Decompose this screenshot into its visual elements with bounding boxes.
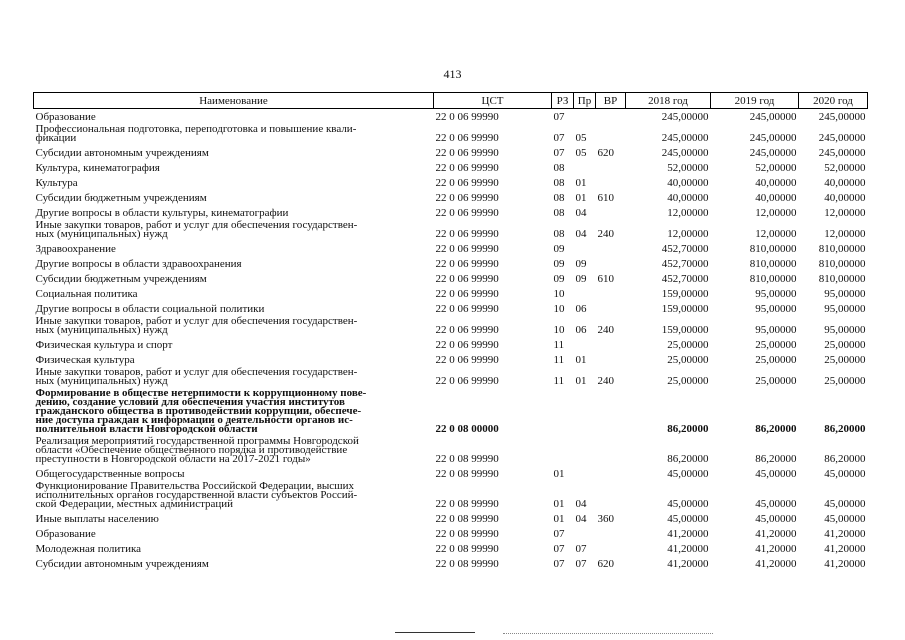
row-vr [596, 541, 626, 556]
row-2018: 52,00000 [667, 161, 709, 174]
header-2018: 2018 год [626, 93, 711, 109]
table-row [34, 190, 868, 205]
row-rz: 10 [553, 323, 565, 336]
row-2019: 810,00000 [749, 242, 797, 255]
row-pr [574, 337, 596, 352]
row-2019: 45,00000 [755, 512, 797, 525]
row-2018: 25,00000 [667, 338, 709, 351]
row-rz [552, 388, 574, 436]
row-pr: 07 [575, 557, 587, 570]
row-name [34, 388, 434, 436]
row-name-line: Здравоохранение [35, 242, 116, 255]
row-pr [574, 241, 596, 256]
row-vr [596, 175, 626, 190]
row-cst: 22 0 06 99990 [435, 227, 499, 240]
row-rz: 01 [553, 512, 565, 525]
row-name [34, 256, 434, 271]
row-2019: 25,00000 [755, 374, 797, 387]
footer-dotted-rule [503, 633, 713, 634]
row-name [34, 301, 434, 316]
row-name-line: Субсидии бюджетным учреждениям [35, 272, 207, 285]
row-2020: 95,00000 [824, 287, 866, 300]
row-vr [596, 160, 626, 175]
row-rz: 07 [553, 542, 565, 555]
row-name [34, 109, 434, 124]
row-name-line: Другие вопросы в области культуры, кинематографии [35, 206, 289, 219]
row-2020: 45,00000 [824, 497, 866, 510]
row-name [34, 316, 434, 337]
budget-table [33, 92, 868, 571]
row-name-line: Культура [35, 176, 78, 189]
row-cst: 22 0 06 99990 [435, 110, 499, 123]
row-2020: 95,00000 [824, 302, 866, 315]
row-2019: 245,00000 [749, 110, 797, 123]
header-cst: ЦСТ [434, 93, 552, 109]
table-row [34, 526, 868, 541]
row-cst: 22 0 06 99990 [435, 146, 499, 159]
row-2019: 40,00000 [755, 191, 797, 204]
row-2020: 245,00000 [818, 146, 866, 159]
row-name-line: Образование [35, 527, 96, 540]
table-row [34, 481, 868, 511]
row-name-line: Функционирование Правительства Российской Федерации, высших [35, 479, 355, 492]
row-pr [574, 160, 596, 175]
row-pr: 04 [575, 497, 587, 510]
row-pr: 01 [575, 374, 587, 387]
row-2018: 45,00000 [667, 497, 709, 510]
row-2019: 40,00000 [755, 176, 797, 189]
row-vr [596, 337, 626, 352]
row-name [34, 286, 434, 301]
row-rz: 08 [553, 206, 565, 219]
table-row [34, 109, 868, 124]
row-rz [552, 436, 574, 466]
row-2019: 95,00000 [755, 302, 797, 315]
row-name [34, 352, 434, 367]
row-cst: 22 0 08 99990 [435, 542, 499, 555]
row-2018: 41,20000 [667, 542, 709, 555]
row-2019: 45,00000 [755, 497, 797, 510]
row-pr [574, 286, 596, 301]
row-2019: 245,00000 [749, 146, 797, 159]
table-row [34, 241, 868, 256]
row-vr [596, 481, 626, 511]
row-cst: 22 0 06 99990 [435, 287, 499, 300]
row-2018: 86,20000 [667, 452, 709, 465]
row-2019: 95,00000 [755, 287, 797, 300]
row-cst: 22 0 06 99990 [435, 242, 499, 255]
row-2018: 245,00000 [661, 110, 709, 123]
row-name-line: Общегосударственные вопросы [35, 467, 185, 480]
row-rz: 08 [553, 176, 565, 189]
row-cst: 22 0 06 99990 [435, 161, 499, 174]
row-vr [596, 436, 626, 466]
row-vr: 610 [597, 272, 614, 285]
row-rz: 07 [553, 110, 565, 123]
row-rz: 10 [553, 287, 565, 300]
row-pr: 01 [575, 176, 587, 189]
row-rz: 11 [553, 353, 565, 366]
row-name [34, 175, 434, 190]
row-pr: 04 [575, 227, 587, 240]
row-2018: 159,00000 [661, 323, 709, 336]
header-name: Наименование [34, 93, 434, 109]
row-rz: 09 [553, 257, 565, 270]
row-2018: 452,70000 [661, 272, 709, 285]
row-vr [596, 286, 626, 301]
page-number: 413 [443, 67, 462, 81]
row-2020: 86,20000 [824, 422, 866, 435]
row-cst: 22 0 06 99990 [435, 131, 499, 144]
row-2019: 245,00000 [749, 131, 797, 144]
row-name [34, 526, 434, 541]
row-name-line: исполнительных органов государственной власти субъектов Россий- [35, 488, 358, 501]
table-row [34, 511, 868, 526]
row-name [34, 556, 434, 571]
row-pr: 06 [575, 302, 587, 315]
row-name [34, 466, 434, 481]
table-row [34, 124, 868, 145]
row-2020: 12,00000 [824, 227, 866, 240]
row-name [34, 220, 434, 241]
row-rz: 09 [553, 242, 565, 255]
row-pr: 05 [575, 146, 587, 159]
row-2018: 12,00000 [667, 206, 709, 219]
row-cst: 22 0 06 99990 [435, 338, 499, 351]
row-rz: 07 [553, 146, 565, 159]
row-rz: 11 [553, 338, 565, 351]
row-name-line: Другие вопросы в области здравоохранения [35, 257, 242, 270]
row-2018: 25,00000 [667, 374, 709, 387]
row-rz: 08 [553, 227, 565, 240]
row-vr: 240 [597, 374, 614, 387]
row-vr: 610 [597, 191, 614, 204]
row-vr: 620 [597, 146, 614, 159]
row-name-line: Реализация мероприятий государственной программы Новгородской [35, 434, 359, 447]
row-2020: 245,00000 [818, 131, 866, 144]
row-cst: 22 0 08 99990 [435, 512, 499, 525]
header-vr: ВР [596, 93, 626, 109]
row-cst: 22 0 08 00000 [435, 422, 499, 435]
row-cst: 22 0 08 99990 [435, 557, 499, 570]
row-rz: 01 [553, 467, 565, 480]
row-name-line: Социальная политика [35, 287, 138, 300]
row-2018: 159,00000 [661, 302, 709, 315]
row-cst: 22 0 06 99990 [435, 206, 499, 219]
row-name-line: дению, создание условий для обеспечения участия институтов [35, 395, 345, 408]
row-name [34, 145, 434, 160]
row-vr: 240 [597, 323, 614, 336]
row-name [34, 541, 434, 556]
row-name-line: Иные выплаты населению [35, 512, 159, 525]
row-pr [574, 436, 596, 466]
table-row [34, 271, 868, 286]
row-name [34, 337, 434, 352]
row-rz: 08 [553, 161, 565, 174]
row-name-line: Иные закупки товаров, работ и услуг для обеспечения государствен- [35, 218, 358, 231]
row-2018: 40,00000 [667, 191, 709, 204]
row-name-line: области «Обеспечение общественного порядка и противодействие [35, 443, 348, 456]
row-cst: 22 0 06 99990 [435, 302, 499, 315]
row-name [34, 511, 434, 526]
row-vr [596, 109, 626, 124]
row-2020: 95,00000 [824, 323, 866, 336]
row-name-line: фикации [35, 131, 77, 144]
row-2019: 25,00000 [755, 338, 797, 351]
row-2019: 25,00000 [755, 353, 797, 366]
row-2018: 159,00000 [661, 287, 709, 300]
row-2019: 45,00000 [755, 467, 797, 480]
row-rz: 07 [553, 131, 565, 144]
row-name-line: ных (муниципальных) нужд [35, 227, 168, 240]
row-2020: 86,20000 [824, 452, 866, 465]
row-cst: 22 0 06 99990 [435, 272, 499, 285]
row-pr: 06 [575, 323, 587, 336]
row-2019: 86,20000 [755, 422, 797, 435]
row-name-line: гражданского общества в противодействии коррупции, обеспече- [35, 404, 362, 417]
row-vr [596, 241, 626, 256]
table-row [34, 556, 868, 571]
row-2020: 40,00000 [824, 176, 866, 189]
row-2020: 245,00000 [818, 110, 866, 123]
row-2019: 41,20000 [755, 557, 797, 570]
row-2018: 452,70000 [661, 242, 709, 255]
row-vr [596, 352, 626, 367]
row-vr [596, 256, 626, 271]
row-name-line: Физическая культура [35, 353, 135, 366]
row-vr [596, 124, 626, 145]
row-vr [596, 388, 626, 436]
row-name-line: Субсидии бюджетным учреждениям [35, 191, 207, 204]
row-name-line: ние доступа граждан к информации о деятельности органов ис- [35, 413, 353, 426]
row-2018: 25,00000 [667, 353, 709, 366]
row-name-line: Иные закупки товаров, работ и услуг для обеспечения государствен- [35, 314, 358, 327]
row-pr: 04 [575, 206, 587, 219]
row-2018: 245,00000 [661, 131, 709, 144]
row-pr: 05 [575, 131, 587, 144]
row-vr [596, 526, 626, 541]
row-cst: 22 0 08 99990 [435, 497, 499, 510]
table-row [34, 175, 868, 190]
table-row [34, 160, 868, 175]
table-row [34, 256, 868, 271]
table-row [34, 301, 868, 316]
row-name-line: преступности в Новгородской области на 2017-2021 годы» [35, 452, 311, 465]
table-row [34, 436, 868, 466]
row-rz: 01 [553, 497, 565, 510]
row-2019: 12,00000 [755, 206, 797, 219]
row-name [34, 367, 434, 388]
footer-rule [395, 632, 475, 633]
row-name-line: Субсидии автономным учреждениям [35, 557, 209, 570]
row-pr: 01 [575, 353, 587, 366]
table-row [34, 337, 868, 352]
row-2020: 25,00000 [824, 353, 866, 366]
row-name-line: Профессиональная подготовка, переподготовка и повышение квали- [35, 122, 357, 135]
row-name-line: ской Федерации, местных администраций [35, 497, 234, 510]
row-2019: 52,00000 [755, 161, 797, 174]
row-pr: 04 [575, 512, 587, 525]
row-name [34, 160, 434, 175]
row-2018: 452,70000 [661, 257, 709, 270]
row-rz: 07 [553, 527, 565, 540]
row-name [34, 241, 434, 256]
row-pr [574, 388, 596, 436]
row-cst: 22 0 06 99990 [435, 191, 499, 204]
row-2020: 45,00000 [824, 467, 866, 480]
row-2019: 41,20000 [755, 527, 797, 540]
row-cst: 22 0 06 99990 [435, 353, 499, 366]
table-row [34, 541, 868, 556]
row-2018: 86,20000 [667, 422, 709, 435]
row-name [34, 124, 434, 145]
row-cst: 22 0 08 99990 [435, 467, 499, 480]
row-name [34, 190, 434, 205]
header-pr: Пр [574, 93, 596, 109]
row-vr [596, 205, 626, 220]
row-vr [596, 301, 626, 316]
row-2020: 45,00000 [824, 512, 866, 525]
row-2020: 810,00000 [818, 257, 866, 270]
row-name-line: Иные закупки товаров, работ и услуг для обеспечения государствен- [35, 365, 358, 378]
row-name-line: Физическая культура и спорт [35, 338, 173, 351]
row-name-line: Другие вопросы в области социальной политики [35, 302, 265, 315]
row-vr: 360 [597, 512, 614, 525]
row-pr [574, 466, 596, 481]
row-pr: 07 [575, 542, 587, 555]
table-row [34, 388, 868, 436]
row-vr: 240 [597, 227, 614, 240]
table-row [34, 316, 868, 337]
row-name-line: Молодежная политика [35, 542, 142, 555]
row-name-line: Формирование в обществе нетерпимости к коррупционному пове- [35, 386, 367, 399]
row-pr: 01 [575, 191, 587, 204]
row-pr [574, 109, 596, 124]
row-name-line: Субсидии автономным учреждениям [35, 146, 209, 159]
row-2020: 41,20000 [824, 527, 866, 540]
row-2020: 12,00000 [824, 206, 866, 219]
row-2019: 810,00000 [749, 257, 797, 270]
row-2020: 25,00000 [824, 338, 866, 351]
table-row [34, 352, 868, 367]
table-header-row [34, 93, 868, 109]
row-2020: 52,00000 [824, 161, 866, 174]
row-rz: 08 [553, 191, 565, 204]
row-cst: 22 0 08 99990 [435, 452, 499, 465]
row-2019: 86,20000 [755, 452, 797, 465]
header-2019: 2019 год [711, 93, 799, 109]
row-vr [596, 466, 626, 481]
row-name-line: полнительной власти Новгородской области [35, 422, 258, 435]
row-2018: 41,20000 [667, 557, 709, 570]
row-2018: 45,00000 [667, 512, 709, 525]
row-rz: 09 [553, 272, 565, 285]
row-name [34, 205, 434, 220]
row-cst: 22 0 06 99990 [435, 257, 499, 270]
row-2018: 45,00000 [667, 467, 709, 480]
header-rz: РЗ [552, 93, 574, 109]
row-name [34, 436, 434, 466]
row-2020: 810,00000 [818, 272, 866, 285]
table-row [34, 286, 868, 301]
row-rz: 11 [553, 374, 565, 387]
row-2019: 95,00000 [755, 323, 797, 336]
table-row [34, 220, 868, 241]
row-cst: 22 0 06 99990 [435, 323, 499, 336]
table-row [34, 145, 868, 160]
row-2019: 12,00000 [755, 227, 797, 240]
row-2018: 41,20000 [667, 527, 709, 540]
row-name-line: Культура, кинематография [35, 161, 160, 174]
row-name-line: ных (муниципальных) нужд [35, 323, 168, 336]
row-name [34, 271, 434, 286]
row-rz: 10 [553, 302, 565, 315]
row-vr: 620 [597, 557, 614, 570]
row-2019: 810,00000 [749, 272, 797, 285]
row-2020: 41,20000 [824, 542, 866, 555]
row-2020: 810,00000 [818, 242, 866, 255]
table-row [34, 466, 868, 481]
row-name [34, 481, 434, 511]
row-2018: 40,00000 [667, 176, 709, 189]
row-name-line: Образование [35, 110, 96, 123]
row-2019: 41,20000 [755, 542, 797, 555]
row-pr [574, 526, 596, 541]
row-pr: 09 [575, 257, 587, 270]
table-row [34, 367, 868, 388]
row-2020: 25,00000 [824, 374, 866, 387]
row-rz: 07 [553, 557, 565, 570]
row-2018: 12,00000 [667, 227, 709, 240]
header-2020: 2020 год [799, 93, 868, 109]
row-cst: 22 0 08 99990 [435, 527, 499, 540]
row-cst: 22 0 06 99990 [435, 374, 499, 387]
row-pr: 09 [575, 272, 587, 285]
row-2020: 41,20000 [824, 557, 866, 570]
row-name-line: ных (муниципальных) нужд [35, 374, 168, 387]
table-row [34, 205, 868, 220]
row-2020: 40,00000 [824, 191, 866, 204]
row-2018: 245,00000 [661, 146, 709, 159]
row-cst: 22 0 06 99990 [435, 176, 499, 189]
table-body [34, 109, 868, 571]
